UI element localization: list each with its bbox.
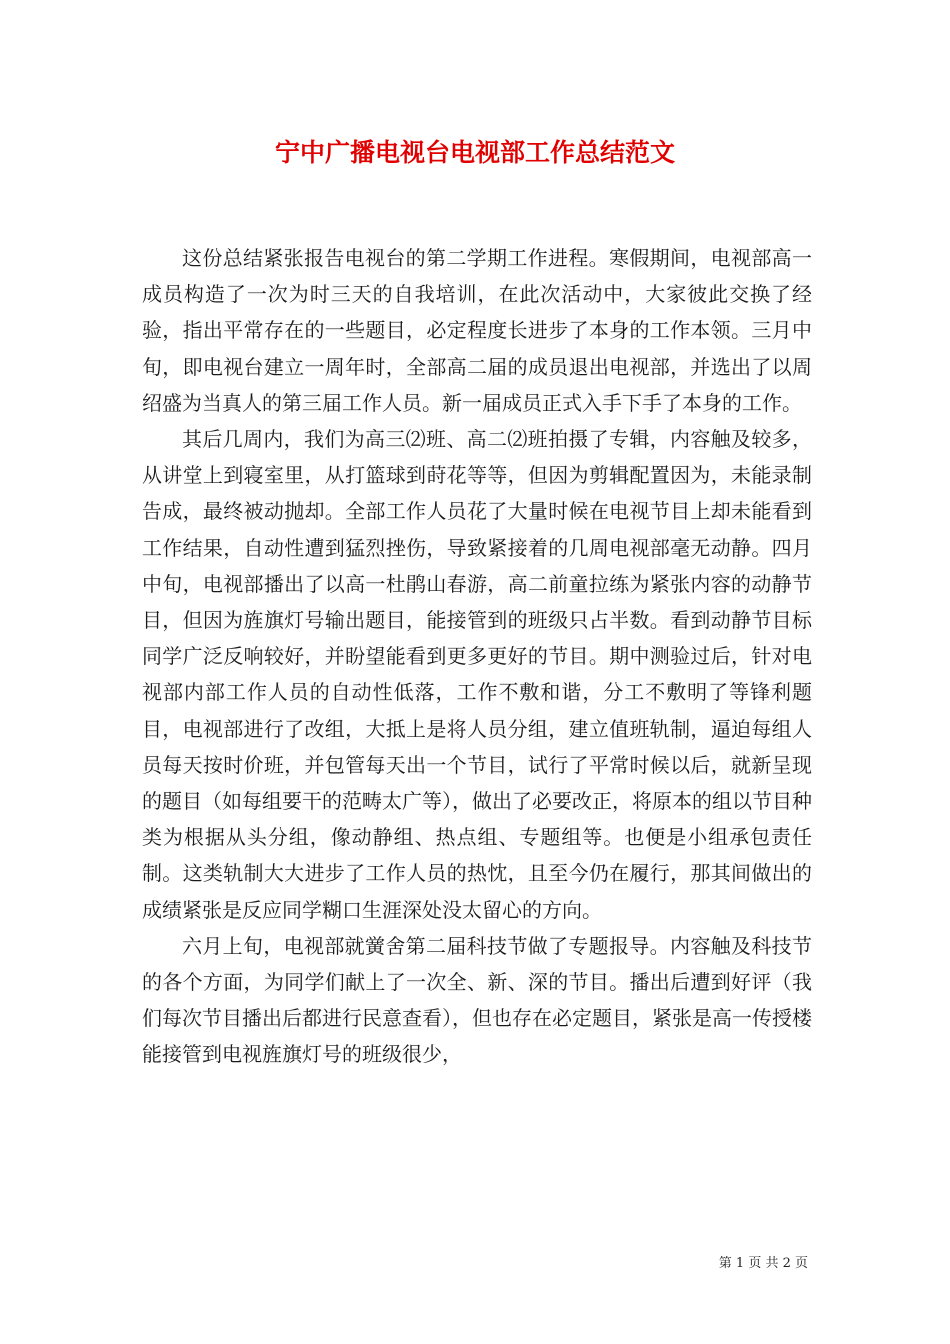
- paragraph-1: 这份总结紧张报告电视台的第二学期工作进程。寒假期间，电视部高一成员构造了一次为时三天的自我培训，在此次活动中，大家彼此交换了经验，指出平常存在的一些题目，必定程度长进步了本身的工作本领。三月中旬，即电视台建立一周年时，全部高二届的成员退出电视部，并选出了以周绍盛为当真人的第三届工作人员。新一届成员正式入手下手了本身的工作。: [142, 246, 812, 415]
- page-number-footer: 第 1 页 共 2 页: [718, 1256, 808, 1271]
- paragraph-2: 其后几周内，我们为高三⑵班、高二⑵班拍摄了专辑，内容触及较多，从讲堂上到寝室里，从打篮球到莳花等等，但因为剪辑配置因为，未能录制告成，最终被动抛却。全部工作人员花了大量时候在电视节目上却未能看到工作结果，自动性遭到猛烈挫伤，导致紧接着的几周电视部毫无动静。四月中旬，电视部播出了以高一杜鹃山春游，高二前童拉练为紧张内容的动静节目，但因为旌旗灯号输出题目，能接管到的班级只占半数。看到动静节目标同学广泛反响较好，并盼望能看到更多更好的节目。期中测验过后，针对电视部内部工作人员的自动性低落，工作不敷和谐，分工不敷明了等锋利题目，电视部进行了改组，大抵上是将人员分组，建立值班轨制，逼迫每组人员每天按时价班，并包管每天出一个节目，试行了平常时候以后，就新呈现的题目（如每组要干的范畴太广等），做出了必要改正，将原本的组以节目种类为根据从头分组，像动静组、热点组、专题组等。也便是小组承包责任制。这类轨制大大进步了工作人员的热忱，且至今仍在履行，那其间做出的成绩紧张是反应同学糊口生涯深处没太留心的方向。: [142, 427, 812, 922]
- paragraph-3: 六月上旬，电视部就黉舍第二届科技节做了专题报导。内容触及科技节的各个方面，为同学们献上了一次全、新、深的节目。播出后遭到好评（我们每次节目播出后都进行民意查看），但也存在必定题目，紧张是高一传授楼能接管到电视旌旗灯号的班级很少，: [142, 933, 812, 1067]
- document-title: 宁中广播电视台电视部工作总结范文: [274, 138, 675, 167]
- document-body: [142, 240, 812, 1073]
